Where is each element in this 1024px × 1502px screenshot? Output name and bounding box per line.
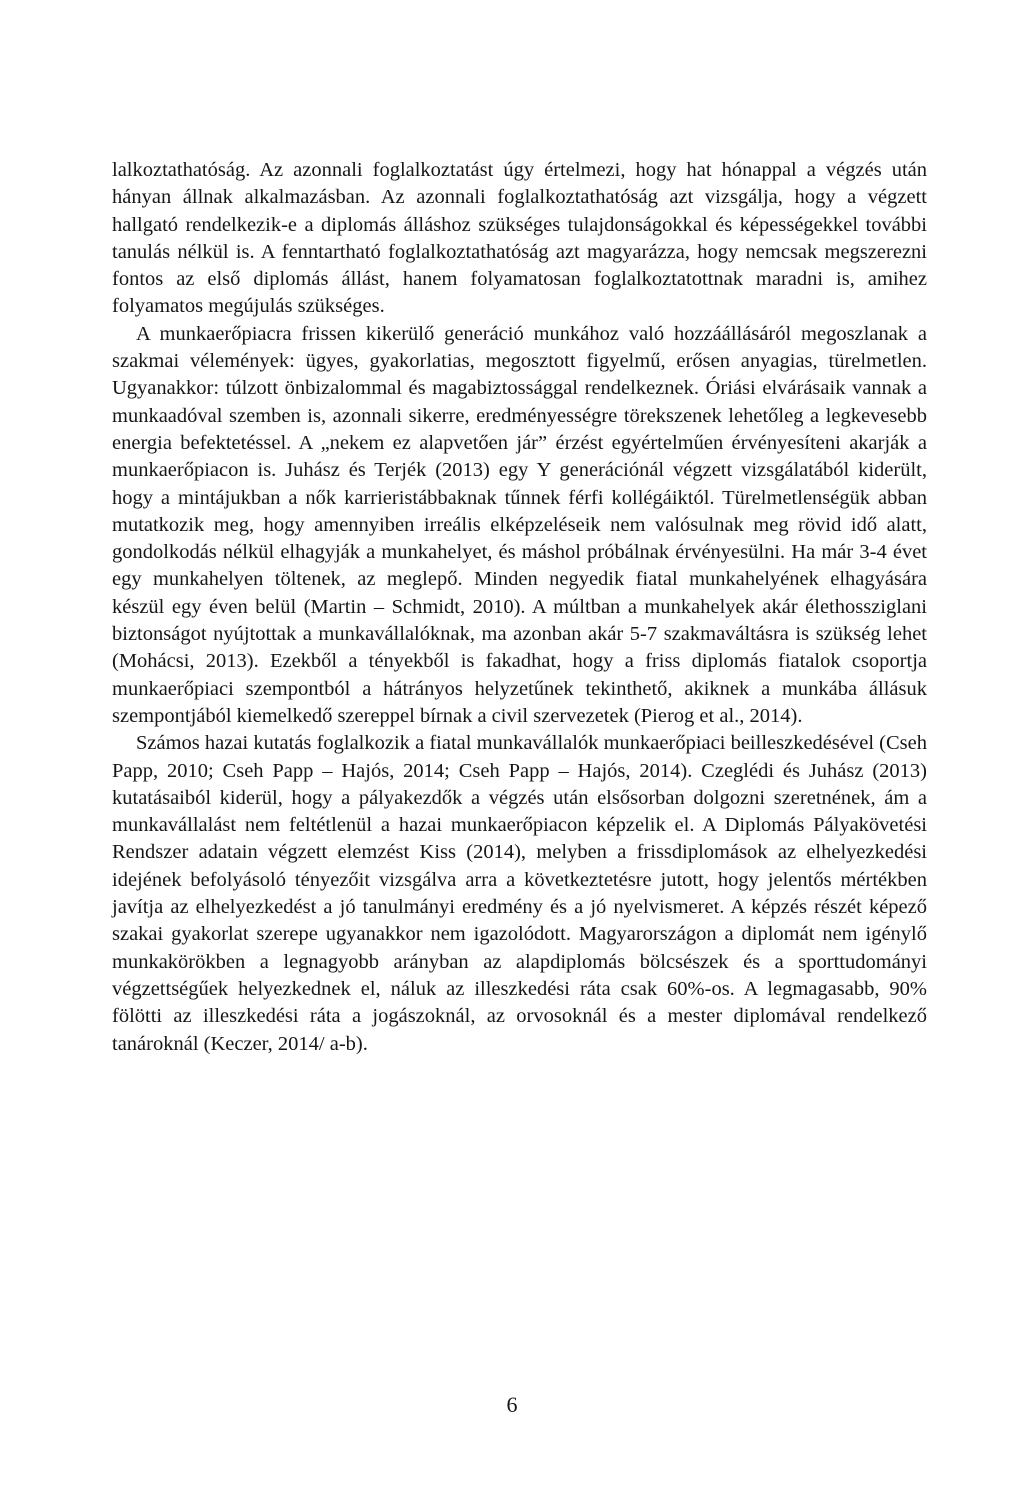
paragraph-domestic-research: Számos hazai kutatás foglalkozik a fiatal munkavállalók munkaerőpiaci beilleszkedésével (Cseh Papp, 2010; Cseh Papp – Hajós, 2014; Cseh Papp – Hajós, 2014). Czeglédi és Juhász (2013) kutatásaiból kiderül, hogy a pályakezdők a végzés után elsősorban dolgozni szeretnének, ám a munkavállalást nem feltétlenül a hazai munkaerőpiacon képzelik el. A Diplomás Pályakövetési Rendszer adatain végzett elemzést Kiss (2014), melyben a frissdiplomások az elhelyezkedési idejének befolyásoló tényezőit vizsgálva arra a következtetésre jutott, hogy jelentős mértékben javítja az elhelyezkedést a jó tanulmányi eredmény és a jó nyelvismeret. A képzés részét képező szakai gyakorlat szerepe ugyanakkor nem igazolódott. Magyarországon a diplomát nem igénylő munkakörökben a legnagyobb arányban az alapdiplomás bölcsészek és a sporttudományi végzettségűek helyezkednek el, náluk az illeszkedési ráta csak 60%-os. A legmagasabb, 90% fölötti az illeszkedési ráta a jogászoknál, az orvosoknál és a mester diplomával rendelkező tanároknál (Keczer, 2014/ a-b). bbox=[112, 732, 927, 1055]
paragraph-continuation: lalkoztathatóság. Az azonnali foglalkoztatást úgy értelmezi, hogy hat hónappal a végzés után hányan állnak alkalmazásban. Az azonnali foglalkoztathatóság azt vizsgálja, hogy a végzett hallgató rendelkezik-e a diplomás álláshoz szükséges tulajdonságokkal és képességekkel további tanulás nélkül is. A fenntartható foglalkoztathatóság azt magyarázza, hogy nemcsak megszerezni fontos az első diplomás állást, hanem folyamatosan foglalkoztatottnak maradni is, amihez folyamatos megújulás szükséges. bbox=[112, 159, 927, 318]
body-text bbox=[112, 157, 927, 1058]
paragraph-generation-attitudes: A munkaerőpiacra frissen kikerülő generáció munkához való hozzáállásáról megoszlanak a szakmai vélemények: ügyes, gyakorlatias, megosztott figyelmű, erősen anyagias, türelmetlen. Ugyanakkor: túlzott önbizalommal és magabiztossággal rendelkeznek. Óriási elvárásaik vannak a munkaadóval szemben is, azonnali sikerre, eredményességre törekszenek lehetőleg a legkevesebb energia befektetéssel. A „nekem ez alapvetően jár” érzést egyértelműen érvényesíteni akarják a munkaerőpiacon is. Juhász és Terjék (2013) egy Y generációnál végzett vizsgálatából kiderült, hogy a mintájukban a nők karrieristábbaknak tűnnek férfi kollégáiktól. Türelmetlenségük abban mutatkozik meg, hogy amennyiben irreális elképzeléseik nem valósulnak meg rövid idő alatt, gondolkodás nélkül elhagyják a munkahelyet, és máshol próbálnak érvényesülni. Ha már 3-4 évet egy munkahelyen töltenek, az meglepő. Minden negyedik fiatal munkahelyének elhagyására készül egy éven belül (Martin – Schmidt, 2010). A múltban a munkahelyek akár élethossziglani biztonságot nyújtottak a munkavállalóknak, ma azonban akár 5-7 szakmaváltásra is szükség lehet (Mohácsi, 2013). Ezekből a tényekből is fakadhat, hogy a friss diplomás fiatalok csoportja munkaerőpiaci szempontból a hátrányos helyzetűnek tekinthető, akiknek a munkába állásuk szempontjából kiemelkedő szereppel bírnak a civil szervezetek (Pierog et al., 2014). bbox=[112, 322, 927, 727]
page-number: 6 bbox=[506, 1392, 518, 1417]
